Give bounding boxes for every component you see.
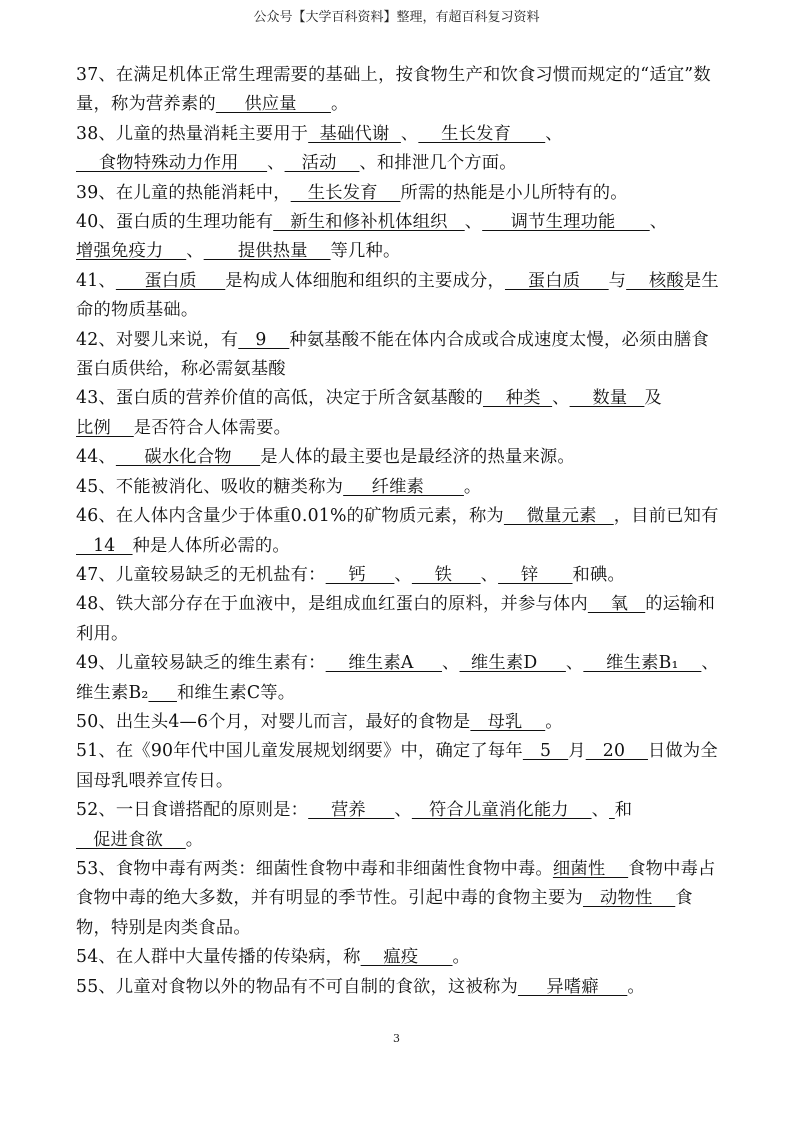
question-item	[76, 737, 724, 796]
question-text: 38、儿童的热量消耗主要用于	[76, 123, 309, 144]
question-text: 52、一日食谱搭配的原则是：	[76, 800, 309, 821]
question-item	[76, 796, 724, 855]
question-item	[76, 708, 724, 737]
answer-blank: 新生和修补机体组织	[273, 212, 465, 233]
question-text: 48、铁大部分存在于血液中，是组成血红蛋白的原料，并参与体内	[76, 594, 588, 615]
question-text: 37、在满足机体正常生理需要的基础上，按食物生产和饮食习惯而规定的“适宜”数量，称为营养素的	[76, 65, 711, 115]
question-text: 、	[394, 564, 412, 585]
answer-blank: 动物性	[582, 888, 676, 909]
question-item	[76, 590, 724, 649]
answer-blank: 钙	[325, 564, 395, 585]
question-text: 食物，特别是肉类食品。	[76, 888, 693, 938]
question-text: 和碘。	[572, 564, 625, 585]
question-text: 是生命的物质基础。	[76, 270, 719, 321]
answer-blank: 增强免疫力	[76, 241, 187, 262]
question-text: 和维生素C等。	[176, 682, 296, 703]
answer-blank: 比例	[76, 417, 134, 438]
question-text: 42、对婴儿来说，有	[76, 329, 239, 350]
question-text: 46、在人体内含量少于体重0.01%的矿物质元素，称为	[76, 506, 504, 527]
question-text: 。	[330, 94, 349, 115]
answer-blank: 促进食欲	[76, 829, 186, 850]
question-text: 是否符合人体需要。	[133, 417, 292, 438]
answer-blank: 氧	[587, 594, 646, 615]
question-text: 种是人体所必需的。	[132, 535, 290, 556]
question-text: 39、在儿童的热能消耗中，	[76, 182, 291, 203]
question-text: 、	[267, 153, 285, 174]
question-text: 54、在人群中大量传播的传染病，称	[76, 947, 361, 968]
question-item	[76, 384, 724, 443]
question-item	[76, 120, 724, 179]
question-text: 日做为全国母乳喂养宣传日。	[76, 741, 718, 791]
question-text: 和	[614, 800, 633, 821]
question-item	[76, 973, 724, 1002]
question-text: 。	[185, 829, 204, 850]
question-item	[76, 502, 724, 561]
answer-blank: 维生素D	[459, 653, 566, 674]
question-text: 45、不能被消化、吸收的糖类称为	[76, 476, 344, 497]
question-text: 。	[463, 476, 482, 497]
question-text: 食物中毒占食物中毒的绝大多数，并有明显的季节性。引起中毒的食物主要为	[76, 858, 716, 909]
answer-blank	[148, 683, 176, 703]
question-text: 、	[400, 123, 419, 144]
question-text: 44、	[76, 447, 116, 468]
answer-blank: 食物特殊动力作用	[76, 153, 268, 174]
answer-blank: 5	[522, 741, 569, 762]
question-item	[76, 179, 724, 208]
question-text: 、	[649, 212, 668, 233]
question-text: 、	[565, 653, 584, 674]
answer-blank: 维生素A	[325, 653, 443, 674]
question-text: 51、在《90年代中国儿童发展规划纲要》中，确定了每年	[76, 741, 523, 762]
answer-blank: 种类	[482, 388, 553, 409]
question-item	[76, 561, 724, 590]
question-item	[76, 443, 724, 472]
question-text: 47、儿童较易缺乏的无机盐有：	[76, 564, 326, 585]
question-text: 49、儿童较易缺乏的维生素有：	[76, 653, 326, 674]
answer-blank: 蛋白质	[504, 270, 609, 291]
question-text: 、	[442, 653, 460, 674]
answer-blank: 提供热量	[203, 241, 331, 262]
answer-blank: 9	[238, 329, 290, 350]
answer-blank: 异嗜癖	[517, 976, 628, 997]
question-item	[76, 943, 724, 972]
answer-blank: 调节生理功能	[482, 212, 650, 233]
answer-blank: 符合儿童消化能力	[411, 800, 592, 821]
answer-blank: 供应量	[215, 94, 331, 115]
answer-blank: 20	[585, 741, 648, 762]
question-item	[76, 473, 724, 502]
question-item	[76, 326, 724, 385]
question-item	[76, 267, 724, 326]
question-text: 月	[568, 741, 586, 762]
question-text: 43、蛋白质的营养价值的高低，决定于所含氨基酸的	[76, 388, 483, 409]
question-text: 55、儿童对食物以外的物品有不可自制的食欲，这被称为	[76, 976, 518, 997]
question-text: 、	[552, 388, 570, 409]
question-text: 、维生素B₂	[76, 653, 719, 703]
question-text: 的运输和利用。	[76, 594, 716, 644]
page-number: 3	[393, 1032, 400, 1045]
answer-blank: 锌	[498, 564, 573, 585]
question-text: 等几种。	[330, 241, 401, 262]
question-text: 53、食物中毒有两类：细菌性食物中毒和非细菌性食物中毒。	[76, 858, 553, 879]
answer-blank: 数量	[569, 388, 645, 409]
question-text: 。	[545, 711, 563, 732]
question-text: 及	[644, 388, 662, 409]
question-text: 所需的热能是小儿所特有的。	[400, 182, 628, 203]
answer-blank: 纤维素	[343, 476, 464, 497]
question-text: 。	[627, 976, 645, 997]
question-item	[76, 208, 724, 267]
question-text: 种氨基酸不能在体内合成或合成速度太慢，必须由膳食蛋白质供给，称必需氨基酸	[76, 329, 709, 380]
question-text: 、	[545, 123, 563, 144]
question-text: 、	[591, 800, 610, 821]
question-list	[76, 61, 724, 1002]
answer-blank: 瘟疫	[360, 947, 453, 968]
answer-blank: 铁	[411, 564, 481, 585]
question-text: 。	[452, 947, 470, 968]
question-text: 是构成人体细胞和组织的主要成分，	[225, 270, 505, 291]
answer-blank: 生长发育	[290, 182, 401, 203]
question-text: 、	[464, 212, 483, 233]
answer-blank: 蛋白质	[115, 270, 226, 291]
question-text: 50、出生头4—6个月，对婴儿而言，最好的食物是	[76, 711, 471, 732]
answer-blank: 14	[76, 535, 133, 556]
question-text: 与	[608, 270, 627, 291]
question-text: ，目前已知有	[613, 506, 719, 527]
question-text: 、	[394, 800, 412, 821]
question-text: 、	[186, 241, 204, 262]
answer-blank: 活动	[284, 153, 360, 174]
answer-blank: 生长发育	[418, 123, 546, 144]
question-item	[76, 649, 724, 708]
answer-blank: 母乳	[470, 711, 546, 732]
question-item	[76, 61, 724, 120]
question-text: 41、	[76, 270, 116, 291]
answer-blank: 营养	[308, 800, 395, 821]
answer-blank: 核酸	[626, 270, 684, 291]
question-text: 40、蛋白质的生理功能有	[76, 212, 274, 233]
answer-blank: 细菌性	[552, 858, 629, 879]
question-text: 是人体的最主要也是最经济的热量来源。	[260, 447, 575, 468]
question-text: 、	[480, 564, 499, 585]
answer-blank: 基础代谢	[308, 123, 401, 144]
answer-blank: 维生素B₁	[583, 653, 702, 674]
question-item	[76, 855, 724, 943]
question-text: 、和排泄几个方面。	[359, 153, 517, 174]
answer-blank: 碳水化合物	[115, 447, 261, 468]
page-header: 公众号【大学百科资料】整理，有超百科复习资料	[253, 10, 540, 25]
answer-blank: 微量元素	[503, 506, 614, 527]
